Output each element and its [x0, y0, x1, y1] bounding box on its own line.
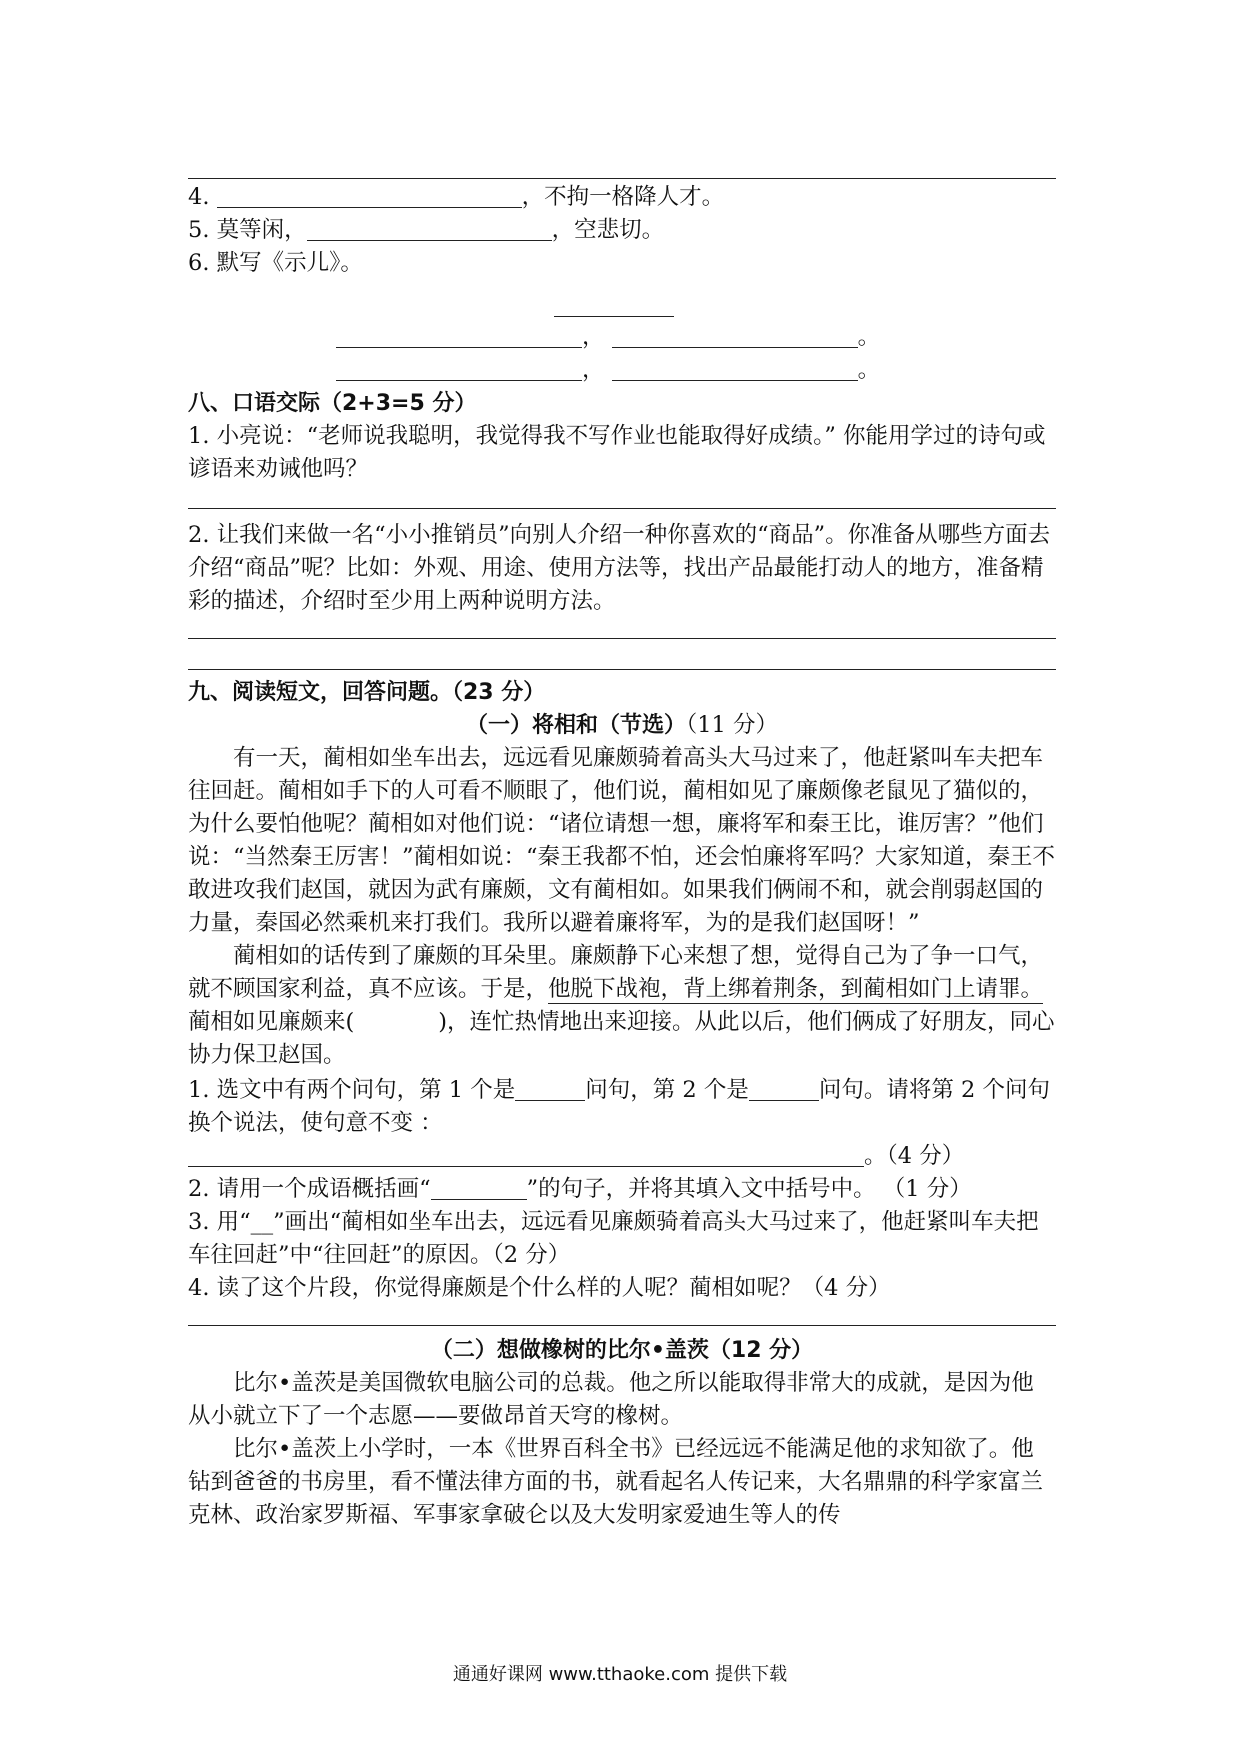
fill-question-5	[188, 214, 1056, 247]
poem-line-2	[336, 354, 1056, 387]
score-label: 。（4 分）	[864, 1143, 965, 1169]
question-text: 5. 莫等闲，	[188, 217, 307, 243]
underlined-sentence: 他脱下战袍，背上绑着荆条，到蔺相如门上请罪。	[548, 976, 1044, 1002]
fill-blank[interactable]	[431, 1177, 527, 1200]
comma: ，	[582, 357, 605, 383]
paragraph-text: )，连忙热情地出来迎接。从此以后，他们俩成了好朋友，同心协力保卫赵国。	[188, 1009, 1055, 1068]
fill-blank[interactable]	[749, 1078, 819, 1101]
passage-1-paragraph-2	[188, 940, 1056, 1072]
fill-blank[interactable]	[515, 1078, 585, 1101]
passage-1-title: （一）将相和（节选）	[465, 713, 686, 738]
section-8-heading: 八、口语交际（2+3=5 分）	[188, 391, 477, 416]
fill-blank[interactable]	[307, 218, 552, 241]
passage-1-paragraph-1: 有一天，蔺相如坐车出去，远远看见廉颇骑着高头大马过来了，他赶紧叫车夫把车往回赶。蔺相如手下的人可看不顺眼了，他们说，蔺相如见了廉颇像老鼠见了猫似的，为什么要怕他呢？蔺相如对他们说：“诸位请想一想，廉将军和秦王比，谁厉害？”他们说：“当然秦王厉害！”蔺相如说：“秦王我都不怕，还会怕廉将军吗？大家知道，秦王不敢进攻我们赵国，就因为武有廉颇，文有蔺相如。如果我们俩闹不和，就会削弱赵国的力量，秦国必然乘机来打我们。我所以避着廉将军，为的是我们赵国呀！”	[188, 745, 1056, 936]
question-text: ”的句子，并将其填入文中括号中。 （1 分）	[526, 1176, 972, 1202]
poem-title-blank[interactable]	[554, 294, 674, 317]
question-text: ，不拘一格降人才。	[521, 184, 725, 210]
fill-blank[interactable]	[612, 325, 858, 348]
fill-blank[interactable]	[336, 325, 582, 348]
passage-2-title: （二）想做橡树的比尔•盖茨（12 分）	[430, 1338, 814, 1363]
fill-blank[interactable]	[188, 1144, 864, 1167]
period: 。	[857, 357, 881, 383]
question-text: 1. 选文中有两个问句，第 1 个是	[188, 1077, 516, 1103]
passage-1-question-1	[188, 1074, 1056, 1140]
section-9-heading: 九、阅读短文，回答问题。（23 分）	[188, 680, 546, 705]
passage-1-score: （11 分）	[685, 712, 779, 738]
fill-question-4	[188, 181, 1056, 214]
passage-2-paragraph-1: 比尔•盖茨是美国微软电脑公司的总裁。他之所以能取得非常大的成就，是因为他从小就立下了一个志愿——要做昂首天穹的橡树。	[188, 1370, 1034, 1429]
footer-source: 通通好课网 www.tthaoke.com 提供下载	[452, 1664, 788, 1685]
passage-1-title-row	[188, 709, 1056, 742]
question-text: 2. 请用一个成语概括画“	[188, 1176, 431, 1202]
fill-blank[interactable]	[336, 358, 582, 381]
answer-line[interactable]	[188, 638, 1056, 639]
page-content	[188, 152, 1056, 1532]
passage-1-question-3: 3. 用“__”画出“蔺相如坐车出去，远远看见廉颇骑着高头大马过来了，他赶紧叫车夫把车往回赶”中“往回赶”的原因。（2 分）	[188, 1209, 1039, 1268]
poem-line-1	[336, 321, 1056, 354]
passage-1-question-4: 4. 读了这个片段，你觉得廉颇是个什么样的人呢？蔺相如呢？（4 分）	[188, 1275, 891, 1301]
passage-2-paragraph-2: 比尔•盖茨上小学时，一本《世界百科全书》已经远远不能满足他的求知欲了。他钻到爸爸的书房里，看不懂法律方面的书，就看起名人传记来，大名鼎鼎的科学家富兰克林、政治家罗斯福、军事家拿破仑以及大发明家爱迪生等人的传	[188, 1436, 1044, 1528]
question-number: 4.	[188, 184, 210, 210]
answer-line[interactable]	[188, 178, 1056, 179]
question-text: 问句。请将第 2 个问句换个说法，使句意不变 ：	[188, 1077, 1050, 1136]
paragraph-text: 蔺相如的话传到了廉颇的耳朵里。廉颇静下心来想了想，觉得自己为了争一口气，就不顾国家利益，真不应该。于是，	[188, 943, 1044, 1002]
section-8-question-1: 1. 小亮说：“老师说我聪明，我觉得我不写作业也能取得好成绩。” 你能用学过的诗句或谚语来劝诫他吗？	[188, 423, 1046, 482]
question-text: 问句，第 2 个是	[585, 1077, 749, 1103]
passage-1-question-2	[188, 1173, 1056, 1206]
comma: ，	[582, 324, 605, 350]
fill-blank[interactable]	[217, 185, 522, 208]
answer-line[interactable]	[188, 669, 1056, 670]
question-text: ，空悲切。	[551, 217, 665, 243]
fill-question-6: 6. 默写《示儿》。	[188, 250, 363, 276]
answer-line[interactable]	[188, 1325, 1056, 1326]
section-8-question-2: 2. 让我们来做一名“小小推销员”向别人介绍一种你喜欢的“商品”。你准备从哪些方面去介绍“商品”呢？比如：外观、用途、使用方法等，找出产品最能打动人的地方，准备精彩的描述，介绍时至少用上两种说明方法。	[188, 522, 1051, 614]
fill-blank[interactable]	[612, 358, 858, 381]
passage-1-question-1-answer	[188, 1140, 1056, 1173]
answer-line[interactable]	[188, 508, 1056, 509]
period: 。	[857, 324, 881, 350]
paragraph-text: 蔺相如见廉颇来(	[188, 1009, 355, 1035]
